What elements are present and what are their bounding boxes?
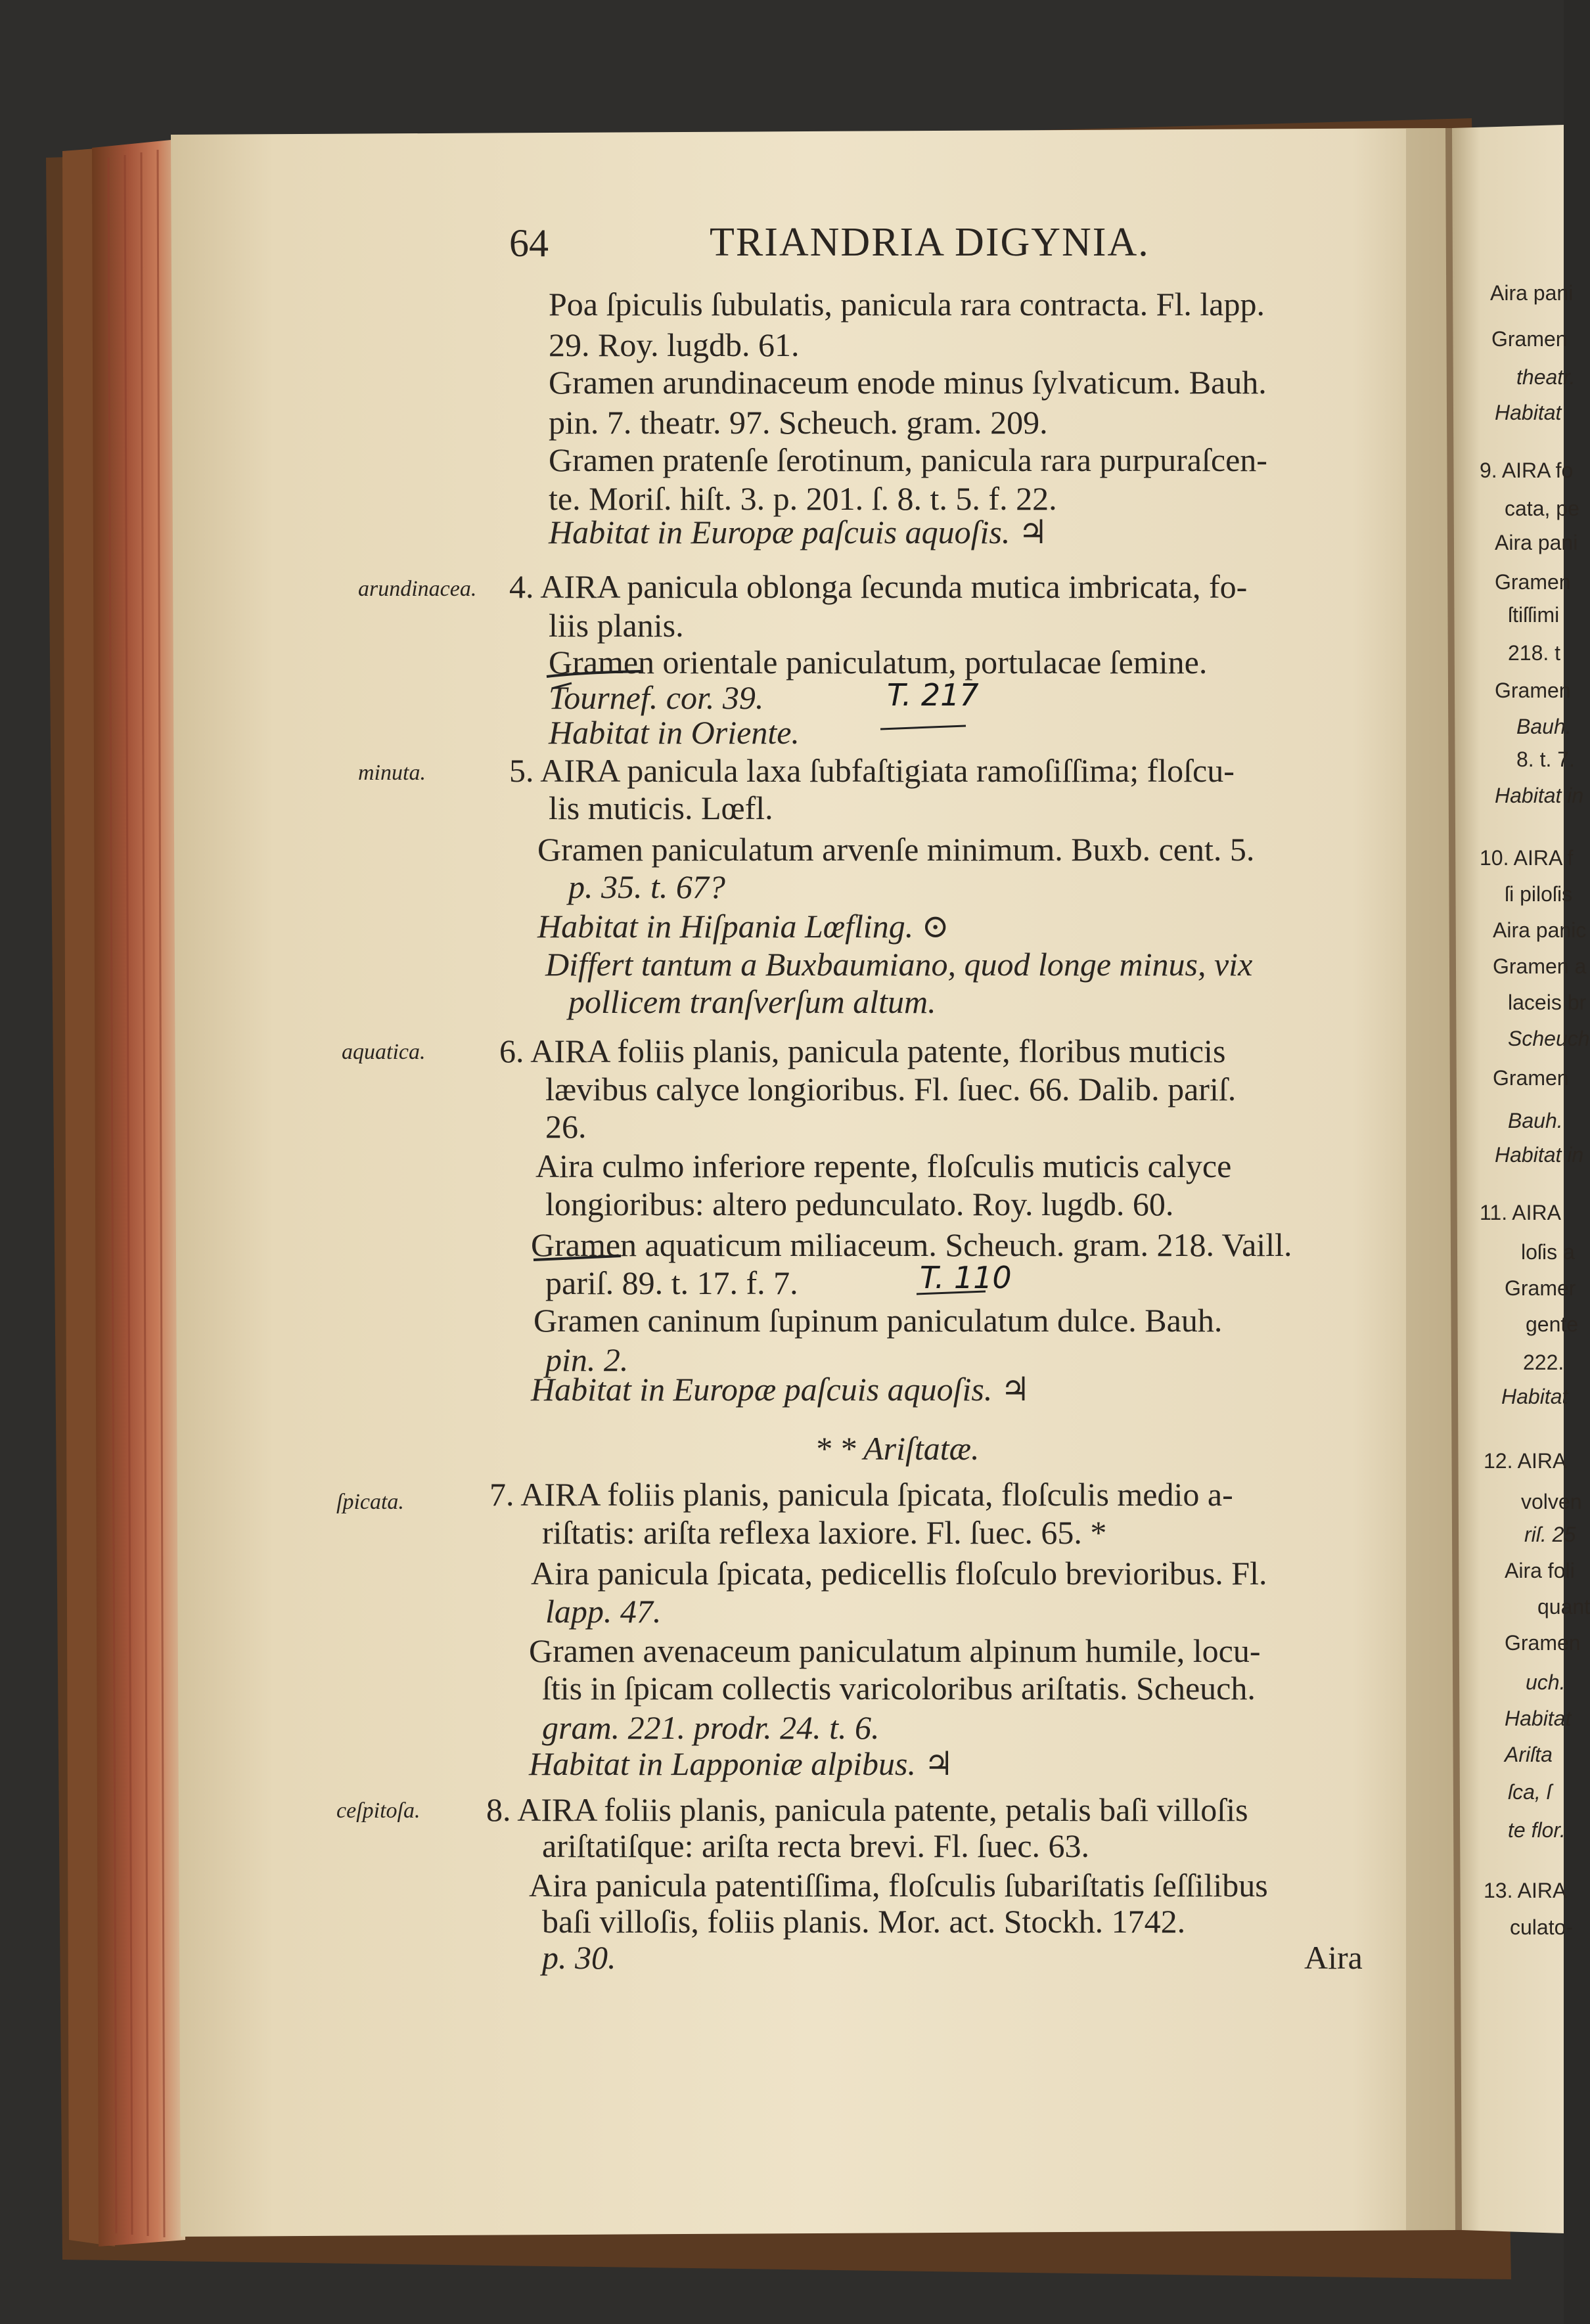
right-page-line: cata, pe (1505, 497, 1579, 520)
text-line: Aira culmo inferiore repente, floſculis muticis calyce (535, 1148, 1232, 1184)
right-page-line: Gramen (1495, 679, 1571, 702)
right-page-line: Gramen (1491, 327, 1568, 351)
right-page-line: Aira panic (1493, 918, 1587, 942)
text-line: Gramen orientale paniculatum, portulacae ſemine. (549, 644, 1208, 681)
right-page-line: 9. AIRA fo (1480, 458, 1574, 482)
right-page-line: Habitat (1495, 401, 1562, 424)
right-page-line: riſ. 25 (1524, 1523, 1576, 1546)
right-page-line: Aira pani (1490, 281, 1574, 305)
text-line: baſi villoſis, foliis planis. Mor. act. Stockh. 1742. (542, 1903, 1186, 1940)
right-page-line: Bauh. (1508, 1109, 1563, 1132)
margin-note: minuta. (358, 761, 426, 785)
right-page-line: 10. AIRA f (1480, 846, 1574, 870)
handwritten-annotation: T. 110 (920, 1260, 1012, 1295)
right-page-line: Gramen (1493, 1066, 1569, 1090)
right-page-line: 218. t (1508, 641, 1561, 665)
right-page-line: theatr. (1516, 365, 1576, 389)
text-line: Gramen pratenſe ſerotinum, panicula rara purpuraſcen- (549, 441, 1267, 478)
text-line: Habitat in Lapponiæ alpibus. ♃ (529, 1745, 954, 1782)
right-page-line: Habitat (1505, 1707, 1572, 1730)
margin-note: arundinacea. (358, 577, 477, 601)
text-line: 4. AIRA panicula oblonga ſecunda mutica imbricata, fo- (509, 568, 1248, 605)
text-line: 8. AIRA foliis planis, panicula patente, petalis baſi villoſis (486, 1791, 1248, 1828)
right-page-line: loſis a (1521, 1240, 1575, 1264)
text-line: Gramen arundinaceum enode minus ſylvaticum. Bauh. (549, 364, 1267, 401)
text-line: gram. 221. prodr. 24. t. 6. (542, 1709, 880, 1746)
text-line: te. Moriſ. hiſt. 3. p. 201. ſ. 8. t. 5. f. 22. (549, 480, 1057, 517)
right-page-line: ſi piloſis (1505, 882, 1573, 906)
text-line: Habitat in Europæ paſcuis aquoſis. ♃ (549, 514, 1048, 550)
right-page-line: 12. AIRA (1484, 1449, 1567, 1473)
handwritten-annotation: T. 217 (887, 677, 979, 713)
text-line: p. 30. (542, 1939, 616, 1976)
text-line: Aira panicula ſpicata, pedicellis floſculo brevioribus. Fl. (531, 1555, 1267, 1592)
text-line: pollicem tranſverſum altum. (568, 983, 936, 1020)
text-line: Habitat in Oriente. (549, 714, 800, 751)
text-line: Habitat in Hiſpania Lœfling. ⊙ (537, 908, 949, 945)
text-line: 29. Roy. lugdb. 61. (549, 326, 800, 363)
text-line: lævibus calyce longioribus. Fl. ſuec. 66. Dalib. pariſ. (545, 1071, 1237, 1107)
margin-note: ceſpitoſa. (336, 1799, 420, 1823)
text-line: lis muticis. Lœfl. (549, 790, 773, 826)
text-line: Habitat in Europæ paſcuis aquoſis. ♃ (531, 1371, 1030, 1408)
right-page-line: Bauh. (1516, 715, 1572, 738)
right-page-line: 11. AIRA (1480, 1201, 1561, 1224)
catchword: Aira (1304, 1939, 1363, 1976)
text-line: liis planis. (549, 607, 684, 644)
text-line: Gramen avenaceum paniculatum alpinum humile, locu- (529, 1632, 1261, 1669)
margin-note: ſpicata. (336, 1490, 404, 1514)
right-page-line: Aira pani (1495, 531, 1578, 554)
text-line: 26. (545, 1108, 587, 1145)
text-line: Gramen paniculatum arvenſe minimum. Buxb. cent. 5. (537, 831, 1255, 868)
right-page-line: 222. (1523, 1351, 1564, 1374)
right-page-line: uch. (1526, 1670, 1566, 1694)
text-line: riſtatis: ariſta reflexa laxiore. Fl. ſuec. 65. * (542, 1514, 1107, 1551)
right-page-line: gente (1526, 1312, 1579, 1336)
text-line: Poa ſpiculis ſubulatis, panicula rara contracta. Fl. lapp. (549, 286, 1265, 323)
right-page-line: ſca, ſ (1508, 1780, 1551, 1804)
text-line: pin. 7. theatr. 97. Scheuch. gram. 209. (549, 404, 1048, 441)
text-line: ariſtatiſque: ariſta recta brevi. Fl. ſuec. 63. (542, 1827, 1090, 1864)
text-line: 5. AIRA panicula laxa ſubfaſtigiata ramoſiſſima; floſcu- (509, 752, 1235, 789)
right-page-line: Habitat in (1495, 1143, 1584, 1167)
right-page-line: quant (1537, 1595, 1590, 1619)
text-line: pariſ. 89. t. 17. f. 7. (545, 1264, 798, 1301)
right-page-line: Habitat in (1495, 784, 1584, 807)
text-line: longioribus: altero pedunculato. Roy. lugdb. 60. (545, 1186, 1174, 1222)
text-line: Aira panicula patentiſſima, floſculis ſubariſtatis ſeſſilibus (529, 1867, 1268, 1904)
text-line: Differt tantum a Buxbaumiano, quod longe minus, vix (545, 946, 1253, 983)
text-line: Tournef. cor. 39. (549, 679, 764, 716)
text-line: Gramen caninum ſupinum paniculatum dulce. Bauh. (534, 1302, 1223, 1339)
text-line: pin. 2. (545, 1341, 629, 1378)
right-page-line: Gramen (1495, 570, 1571, 594)
text-line: Gramen aquaticum miliaceum. Scheuch. gram. 218. Vaill. (531, 1226, 1292, 1263)
running-title: TRIANDRIA DIGYNIA. (710, 220, 1150, 265)
right-page-line: 13. AIRA (1484, 1879, 1567, 1902)
right-page-line: laceis br (1508, 991, 1587, 1014)
right-page-line: Habitat (1501, 1385, 1568, 1408)
right-page-line: Gramen (1505, 1631, 1581, 1655)
right-page-line: culato- (1510, 1915, 1574, 1939)
section-heading: * * Ariſtatæ. (815, 1430, 980, 1467)
margin-note: aquatica. (342, 1040, 426, 1064)
right-page-line: ſtiſſimi (1508, 603, 1560, 627)
right-page-line: 8. t. 7. (1516, 748, 1575, 771)
right-page-line: Ariſta (1505, 1743, 1553, 1766)
right-page-line: Gramer (1505, 1276, 1576, 1300)
text-line: lapp. 47. (545, 1593, 662, 1630)
text-line: 7. AIRA foliis planis, panicula ſpicata, floſculis medio a- (489, 1476, 1233, 1513)
text-line: ſtis in ſpicam collectis varicoloribus ariſtatis. Scheuch. (542, 1670, 1256, 1707)
right-page-line: volven (1521, 1490, 1582, 1513)
right-page-line: Scheuch (1508, 1027, 1590, 1050)
page-number: 64 (509, 221, 549, 265)
right-page-line: Aira foli (1505, 1559, 1575, 1582)
text-line: p. 35. t. 67? (568, 868, 725, 905)
right-page-line: te flor. (1508, 1818, 1566, 1842)
right-page-line: Gramen a (1493, 954, 1587, 978)
text-line: 6. AIRA foliis planis, panicula patente, floribus muticis (499, 1033, 1226, 1069)
